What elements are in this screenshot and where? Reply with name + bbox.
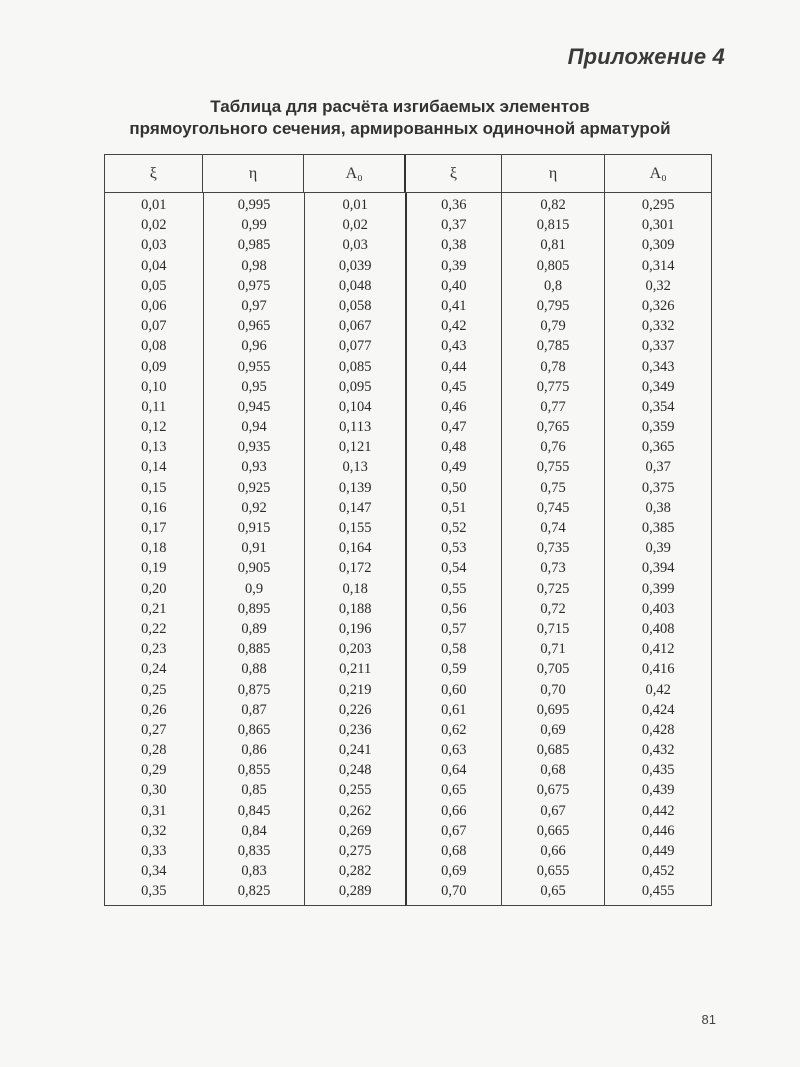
table-cell: 0,11 [141, 398, 167, 415]
table-cell: 0,39 [645, 540, 671, 557]
column-eta-1 [203, 193, 305, 905]
table-cell: 0,295 [641, 197, 675, 213]
table-cell: 0,58 [441, 641, 467, 658]
table-cell: 0,36 [441, 197, 467, 213]
table-cell: 0,975 [237, 277, 271, 294]
table-cell: 0,164 [338, 540, 372, 557]
table-cell: 0,399 [641, 580, 675, 597]
table-cell: 0,705 [536, 661, 570, 678]
table-cell: 0,865 [237, 721, 271, 738]
table-cell: 0,67 [540, 802, 566, 819]
table-cell: 0,85 [241, 782, 267, 799]
table-cell: 0,20 [141, 580, 167, 597]
table-cell: 0,203 [338, 641, 372, 658]
table-cell: 0,54 [441, 560, 467, 577]
table-cell: 0,96 [241, 338, 267, 355]
table-cell: 0,685 [536, 742, 570, 759]
table-body [105, 193, 711, 905]
table-cell: 0,03 [141, 237, 167, 254]
table-cell: 0,12 [141, 419, 167, 436]
table-cell: 0,211 [339, 661, 372, 678]
table-cell: 0,39 [441, 257, 467, 274]
table-cell: 0,985 [237, 237, 271, 254]
table-cell: 0,755 [536, 459, 570, 476]
table-cell: 0,41 [441, 297, 467, 314]
table-cell: 0,78 [540, 358, 566, 375]
table-cell: 0,31 [141, 802, 167, 819]
table-cell: 0,68 [441, 843, 467, 859]
table-cell: 0,428 [641, 721, 675, 738]
table-cell: 0,935 [237, 439, 271, 456]
table-cell: 0,416 [641, 661, 675, 678]
table-cell: 0,02 [342, 217, 368, 234]
table-cell: 0,32 [645, 277, 671, 294]
table-cell: 0,104 [338, 398, 372, 415]
table-cell: 0,269 [338, 822, 372, 839]
table-cell: 0,71 [540, 641, 566, 658]
table-cell: 0,34 [141, 863, 167, 880]
table-cell: 0,945 [237, 398, 271, 415]
table-cell: 0,18 [141, 540, 167, 557]
header-a0-2: A₀ [604, 155, 711, 192]
table-cell: 0,262 [338, 802, 372, 819]
table-cell: 0,50 [441, 479, 467, 496]
table-cell: 0,48 [441, 439, 467, 456]
table-cell: 0,455 [641, 883, 675, 900]
table-cell: 0,01 [141, 197, 167, 213]
table-cell: 0,09 [141, 358, 167, 375]
table-cell: 0,27 [141, 721, 167, 738]
table-cell: 0,42 [441, 318, 467, 335]
table-cell: 0,77 [540, 398, 566, 415]
table-cell: 0,68 [540, 762, 566, 779]
table-cell: 0,314 [641, 257, 675, 274]
table-cell: 0,03 [342, 237, 368, 254]
table-cell: 0,805 [536, 257, 570, 274]
table-cell: 0,446 [641, 822, 675, 839]
table-title-line-2: прямоугольного сечения, армированных одиночной арматурой [129, 119, 671, 138]
column-eta-2 [501, 193, 605, 905]
appendix-label: Приложение 4 [567, 44, 725, 69]
table-cell: 0,855 [237, 762, 271, 779]
table-cell: 0,449 [641, 843, 675, 859]
table-cell: 0,403 [641, 600, 675, 617]
table-cell: 0,37 [441, 217, 467, 234]
table-cell: 0,326 [641, 297, 675, 314]
table-cell: 0,69 [540, 721, 566, 738]
table-header-row [105, 155, 711, 193]
table-cell: 0,236 [338, 721, 372, 738]
table-cell: 0,365 [641, 439, 675, 456]
table-cell: 0,24 [141, 661, 167, 678]
column-xi-2 [405, 193, 501, 905]
table-cell: 0,875 [237, 681, 271, 698]
table-cell: 0,452 [641, 863, 675, 880]
table-cell: 0,301 [641, 217, 675, 234]
table-cell: 0,66 [540, 843, 566, 859]
page-number: 81 [701, 1012, 716, 1027]
table-cell: 0,08 [141, 338, 167, 355]
table-cell: 0,172 [338, 560, 372, 577]
table-cell: 0,349 [641, 378, 675, 395]
table-cell: 0,039 [338, 257, 372, 274]
table-cell: 0,248 [338, 762, 372, 779]
table-cell: 0,01 [342, 197, 368, 213]
table-cell: 0,33 [141, 843, 167, 859]
table-cell: 0,085 [338, 358, 372, 375]
table-cell: 0,14 [141, 459, 167, 476]
table-cell: 0,442 [641, 802, 675, 819]
table-cell: 0,63 [441, 742, 467, 759]
column-a0-1 [304, 193, 405, 905]
table-cell: 0,45 [441, 378, 467, 395]
table-cell: 0,40 [441, 277, 467, 294]
table-cell: 0,147 [338, 499, 372, 516]
table-cell: 0,21 [141, 600, 167, 617]
table-title [0, 96, 800, 140]
table-cell: 0,25 [141, 681, 167, 698]
table-cell: 0,84 [241, 822, 267, 839]
table-cell: 0,76 [540, 439, 566, 456]
table-cell: 0,337 [641, 338, 675, 355]
table-cell: 0,37 [645, 459, 671, 476]
table-cell: 0,775 [536, 378, 570, 395]
table-cell: 0,121 [338, 439, 372, 456]
table-cell: 0,188 [338, 600, 372, 617]
table-cell: 0,28 [141, 742, 167, 759]
table-cell: 0,725 [536, 580, 570, 597]
table-cell: 0,26 [141, 701, 167, 718]
table-cell: 0,57 [441, 620, 467, 637]
table-cell: 0,655 [536, 863, 570, 880]
table-cell: 0,785 [536, 338, 570, 355]
table-cell: 0,995 [237, 197, 271, 213]
table-cell: 0,665 [536, 822, 570, 839]
table-cell: 0,226 [338, 701, 372, 718]
table-cell: 0,86 [241, 742, 267, 759]
table-cell: 0,59 [441, 661, 467, 678]
table-cell: 0,745 [536, 499, 570, 516]
table-cell: 0,73 [540, 560, 566, 577]
table-cell: 0,51 [441, 499, 467, 516]
table-cell: 0,29 [141, 762, 167, 779]
table-cell: 0,255 [338, 782, 372, 799]
table-cell: 0,139 [338, 479, 372, 496]
table-cell: 0,439 [641, 782, 675, 799]
table-cell: 0,79 [540, 318, 566, 335]
table-cell: 0,058 [338, 297, 372, 314]
column-a0-2 [604, 193, 711, 905]
table-cell: 0,10 [141, 378, 167, 395]
table-cell: 0,88 [241, 661, 267, 678]
table-cell: 0,815 [536, 217, 570, 234]
table-cell: 0,49 [441, 459, 467, 476]
table-cell: 0,067 [338, 318, 372, 335]
table-cell: 0,048 [338, 277, 372, 294]
table-cell: 0,275 [338, 843, 372, 859]
table-cell: 0,06 [141, 297, 167, 314]
table-cell: 0,92 [241, 499, 267, 516]
table-cell: 0,408 [641, 620, 675, 637]
table-cell: 0,75 [540, 479, 566, 496]
table-title-line-1: Таблица для расчёта изгибаемых элементов [210, 97, 590, 116]
table-cell: 0,965 [237, 318, 271, 335]
table-cell: 0,95 [241, 378, 267, 395]
table-cell: 0,354 [641, 398, 675, 415]
table-cell: 0,675 [536, 782, 570, 799]
table-cell: 0,412 [641, 641, 675, 658]
table-cell: 0,70 [441, 883, 467, 900]
table-cell: 0,81 [540, 237, 566, 254]
table-cell: 0,89 [241, 620, 267, 637]
table-cell: 0,343 [641, 358, 675, 375]
table-cell: 0,60 [441, 681, 467, 698]
table-cell: 0,735 [536, 540, 570, 557]
table-cell: 0,765 [536, 419, 570, 436]
table-cell: 0,93 [241, 459, 267, 476]
table-cell: 0,53 [441, 540, 467, 557]
table-cell: 0,72 [540, 600, 566, 617]
table-cell: 0,13 [141, 439, 167, 456]
table-cell: 0,07 [141, 318, 167, 335]
table-cell: 0,219 [338, 681, 372, 698]
table-cell: 0,61 [441, 701, 467, 718]
table-cell: 0,99 [241, 217, 267, 234]
table-cell: 0,196 [338, 620, 372, 637]
table-cell: 0,65 [441, 782, 467, 799]
table-cell: 0,385 [641, 520, 675, 536]
table-cell: 0,52 [441, 520, 467, 536]
table-cell: 0,715 [536, 620, 570, 637]
table-cell: 0,835 [237, 843, 271, 859]
table-cell: 0,30 [141, 782, 167, 799]
table-cell: 0,435 [641, 762, 675, 779]
table-cell: 0,359 [641, 419, 675, 436]
table-cell: 0,91 [241, 540, 267, 557]
table-cell: 0,905 [237, 560, 271, 577]
table-cell: 0,66 [441, 802, 467, 819]
table-cell: 0,925 [237, 479, 271, 496]
header-eta-1: η [202, 155, 304, 192]
table-cell: 0,16 [141, 499, 167, 516]
table-cell: 0,375 [641, 479, 675, 496]
table-cell: 0,98 [241, 257, 267, 274]
table-cell: 0,895 [237, 600, 271, 617]
table-cell: 0,62 [441, 721, 467, 738]
table-cell: 0,35 [141, 883, 167, 900]
table-cell: 0,94 [241, 419, 267, 436]
table-cell: 0,74 [540, 520, 566, 536]
header-eta-2: η [501, 155, 605, 192]
table-cell: 0,095 [338, 378, 372, 395]
table-cell: 0,56 [441, 600, 467, 617]
column-xi-1 [105, 193, 203, 905]
table-cell: 0,67 [441, 822, 467, 839]
table-cell: 0,83 [241, 863, 267, 880]
table-cell: 0,332 [641, 318, 675, 335]
table-cell: 0,19 [141, 560, 167, 577]
coefficient-table [104, 154, 712, 906]
table-cell: 0,17 [141, 520, 167, 536]
table-cell: 0,18 [342, 580, 368, 597]
table-cell: 0,955 [237, 358, 271, 375]
table-cell: 0,38 [645, 499, 671, 516]
table-cell: 0,155 [338, 520, 372, 536]
table-cell: 0,915 [237, 520, 271, 536]
header-a0-1: A₀ [303, 155, 404, 192]
table-cell: 0,795 [536, 297, 570, 314]
table-cell: 0,46 [441, 398, 467, 415]
table-cell: 0,05 [141, 277, 167, 294]
table-cell: 0,55 [441, 580, 467, 597]
table-cell: 0,64 [441, 762, 467, 779]
table-cell: 0,432 [641, 742, 675, 759]
table-cell: 0,825 [237, 883, 271, 900]
table-cell: 0,04 [141, 257, 167, 274]
table-cell: 0,44 [441, 358, 467, 375]
table-cell: 0,8 [543, 277, 563, 294]
table-cell: 0,97 [241, 297, 267, 314]
table-cell: 0,13 [342, 459, 368, 476]
table-cell: 0,113 [339, 419, 372, 436]
table-cell: 0,22 [141, 620, 167, 637]
table-cell: 0,70 [540, 681, 566, 698]
table-cell: 0,309 [641, 237, 675, 254]
table-cell: 0,15 [141, 479, 167, 496]
table-cell: 0,394 [641, 560, 675, 577]
table-cell: 0,241 [338, 742, 372, 759]
table-cell: 0,32 [141, 822, 167, 839]
table-cell: 0,695 [536, 701, 570, 718]
table-cell: 0,23 [141, 641, 167, 658]
table-cell: 0,845 [237, 802, 271, 819]
table-cell: 0,65 [540, 883, 566, 900]
table-cell: 0,282 [338, 863, 372, 880]
header-xi-1: ξ [149, 164, 157, 182]
table-cell: 0,38 [441, 237, 467, 254]
table-cell: 0,289 [338, 883, 372, 900]
table-cell: 0,9 [244, 580, 264, 597]
table-cell: 0,43 [441, 338, 467, 355]
table-cell: 0,47 [441, 419, 467, 436]
table-cell: 0,42 [645, 681, 671, 698]
table-cell: 0,424 [641, 701, 675, 718]
table-cell: 0,077 [338, 338, 372, 355]
table-cell: 0,69 [441, 863, 467, 880]
header-xi-2: ξ [404, 155, 501, 192]
table-cell: 0,82 [540, 197, 566, 213]
table-cell: 0,885 [237, 641, 271, 658]
table-cell: 0,02 [141, 217, 167, 234]
table-cell: 0,87 [241, 701, 267, 718]
